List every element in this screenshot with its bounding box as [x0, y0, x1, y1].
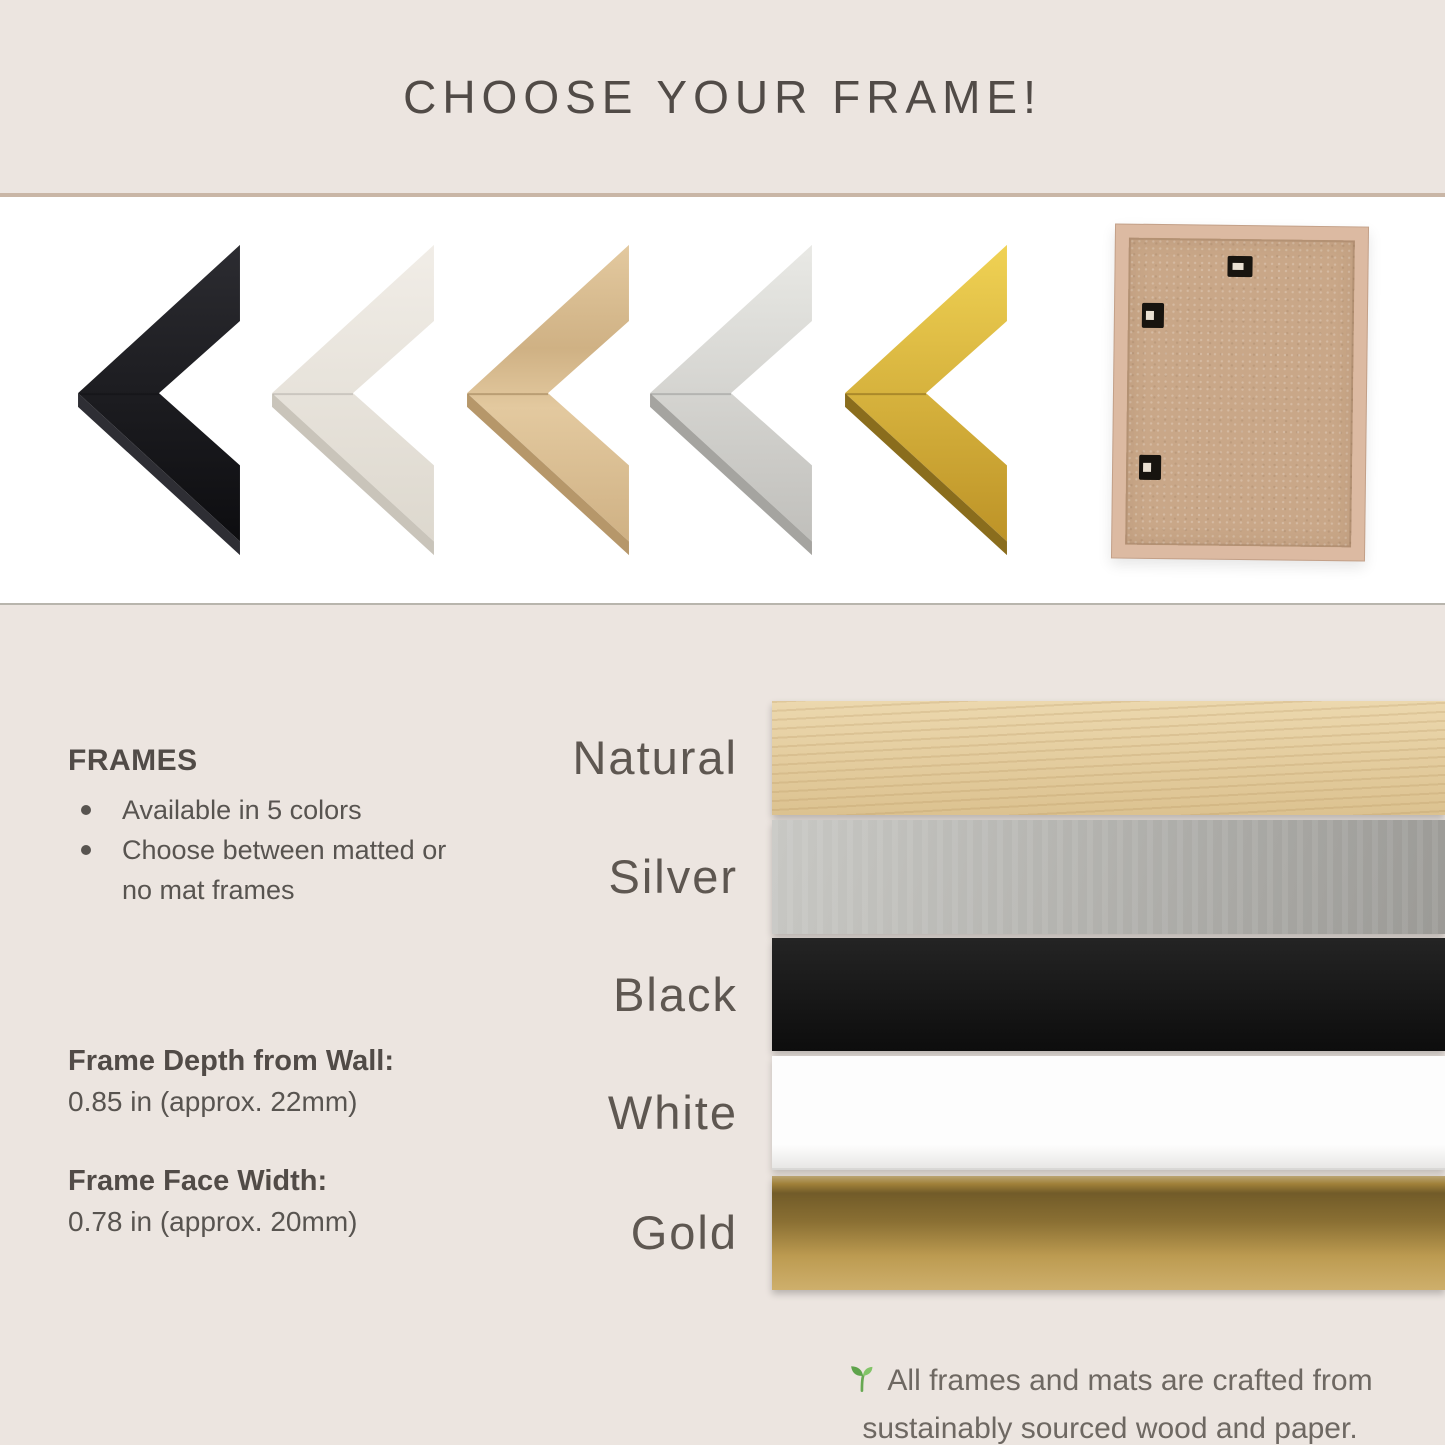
frames-heading: FRAMES — [68, 744, 198, 777]
hanging-clip-icon — [1227, 256, 1252, 277]
swatch-bar-gold — [772, 1176, 1445, 1290]
page-title: CHOOSE YOUR FRAME! — [403, 70, 1042, 123]
frame-corner-sample-natural — [467, 241, 629, 559]
frame-face-width-label: Frame Face Width: — [68, 1165, 328, 1197]
frame-depth-value: 0.85 in (approx. 22mm) — [68, 1086, 358, 1117]
swatch-bar-white — [772, 1056, 1445, 1170]
swatch-label-natural: Natural — [572, 731, 738, 784]
frame-depth-label: Frame Depth from Wall: — [68, 1045, 395, 1077]
sustainability-note — [780, 1357, 1440, 1445]
hanging-clip-icon — [1139, 455, 1161, 480]
swatch-label-white: White — [607, 1086, 738, 1139]
frame-corner-sample-gold — [845, 241, 1007, 559]
sprout-icon — [847, 1362, 879, 1394]
dimensions-block — [68, 1040, 538, 1242]
header-band — [0, 0, 1445, 193]
frame-corner-sample-white — [272, 241, 434, 559]
frame-back-board — [1125, 238, 1355, 548]
spacer — [68, 1122, 538, 1160]
frames-bullet-list — [68, 790, 528, 910]
frame-face-width-value: 0.78 in (approx. 20mm) — [68, 1206, 358, 1237]
frame-corner-sample-black — [78, 241, 240, 559]
list-item: Available in 5 colors — [68, 790, 477, 830]
swatch-label-silver: Silver — [608, 850, 738, 903]
frames-info-block — [68, 744, 528, 910]
swatch-label-black: Black — [613, 968, 738, 1021]
swatch-bar-black — [772, 938, 1445, 1051]
sustainability-note-text: All frames and mats are crafted from sustainably sourced wood and paper. — [862, 1364, 1373, 1445]
swatch-bar-silver — [772, 820, 1445, 934]
frame-corner-sample-silver — [650, 241, 812, 559]
hanging-clip-icon — [1142, 303, 1164, 328]
list-item: Choose between matted or no mat frames — [68, 830, 477, 910]
swatch-bar-natural — [772, 701, 1445, 815]
swatch-label-gold: Gold — [630, 1206, 738, 1259]
frame-back-photo — [1111, 223, 1369, 561]
